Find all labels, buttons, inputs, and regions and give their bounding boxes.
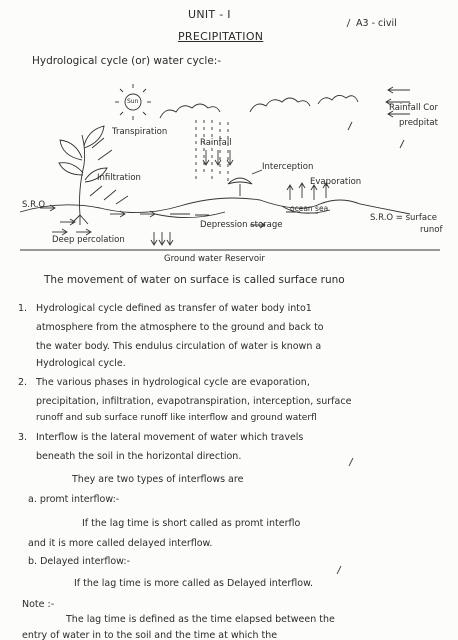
label-predpitat: predpitat [399, 118, 438, 128]
point-2-line: The various phases in hydrological cycle are evaporation, [36, 377, 310, 388]
point-1-line: the water body. This endulus circulation of water is known a [36, 341, 322, 352]
promt-text-2: and it is more called delayed interflow. [28, 538, 213, 549]
label-evaporation: Evaporation [310, 177, 362, 187]
point-2-line: precipitation, infiltration, evapotranspiration, interception, surface [36, 396, 352, 407]
types-line: They are two types of interflows are [72, 474, 244, 485]
point-2-line: runoff and sub surface runoff like interflow and ground waterfl [36, 413, 317, 423]
label-sro-definition: S.R.O = surface [370, 213, 438, 223]
point-1-line: atmosphere from the atmosphere to the ground and back to [36, 322, 324, 333]
intro-line: The movement of water on surface is called surface runo [44, 274, 345, 286]
label-rainfall: Rainfall [200, 138, 232, 148]
subheading-promt-interflow: a. promt interflow:- [28, 494, 120, 505]
page-title: PRECIPITATION [178, 30, 264, 43]
point-3-line: beneath the soil in the horizontal direction. [36, 451, 242, 462]
note-line-2: entry of water in to the soil and the time at which the [22, 630, 278, 640]
section-heading: Hydrological cycle (or) water cycle:- [32, 55, 222, 67]
label-rainfall-cor: Rainfall Cor [389, 103, 438, 113]
note-line-1: The lag time is defined as the time elapsed between the [66, 614, 335, 625]
point-1-line: Hydrological cycle defined as transfer of water body into1 [36, 303, 312, 314]
label-interception: Interception [262, 162, 314, 172]
label-deep-percolation: Deep percolation [52, 235, 125, 245]
label-sro: S.R.O [22, 200, 46, 210]
note-heading: Note :- [22, 599, 55, 610]
course-tag: A3 - civil [356, 18, 397, 29]
point-3-line: Interflow is the lateral movement of water which travels [36, 432, 304, 443]
point-3-number: 3. [18, 432, 28, 443]
subheading-delayed-interflow: b. Delayed interflow:- [28, 556, 131, 567]
label-ocean-sea: ocean sea [290, 204, 329, 213]
label-ground-water: Ground water Reservoir [164, 254, 265, 264]
unit-title: UNIT - I [188, 8, 231, 21]
label-transpiration: Transpiration [112, 127, 168, 137]
label-infiltration: Infiltration [97, 173, 141, 183]
point-1-line: Hydrological cycle. [36, 358, 126, 369]
label-sro-runof: runof [420, 225, 443, 235]
label-depression-storage: Depression storage [200, 220, 283, 230]
promt-text-1: If the lag time is short called as promt interflo [82, 518, 301, 529]
delayed-text: If the lag time is more called as Delayed interflow. [74, 578, 314, 589]
point-1-number: 1. [18, 303, 28, 314]
point-2-number: 2. [18, 377, 28, 388]
label-sun: Sun [127, 98, 139, 105]
